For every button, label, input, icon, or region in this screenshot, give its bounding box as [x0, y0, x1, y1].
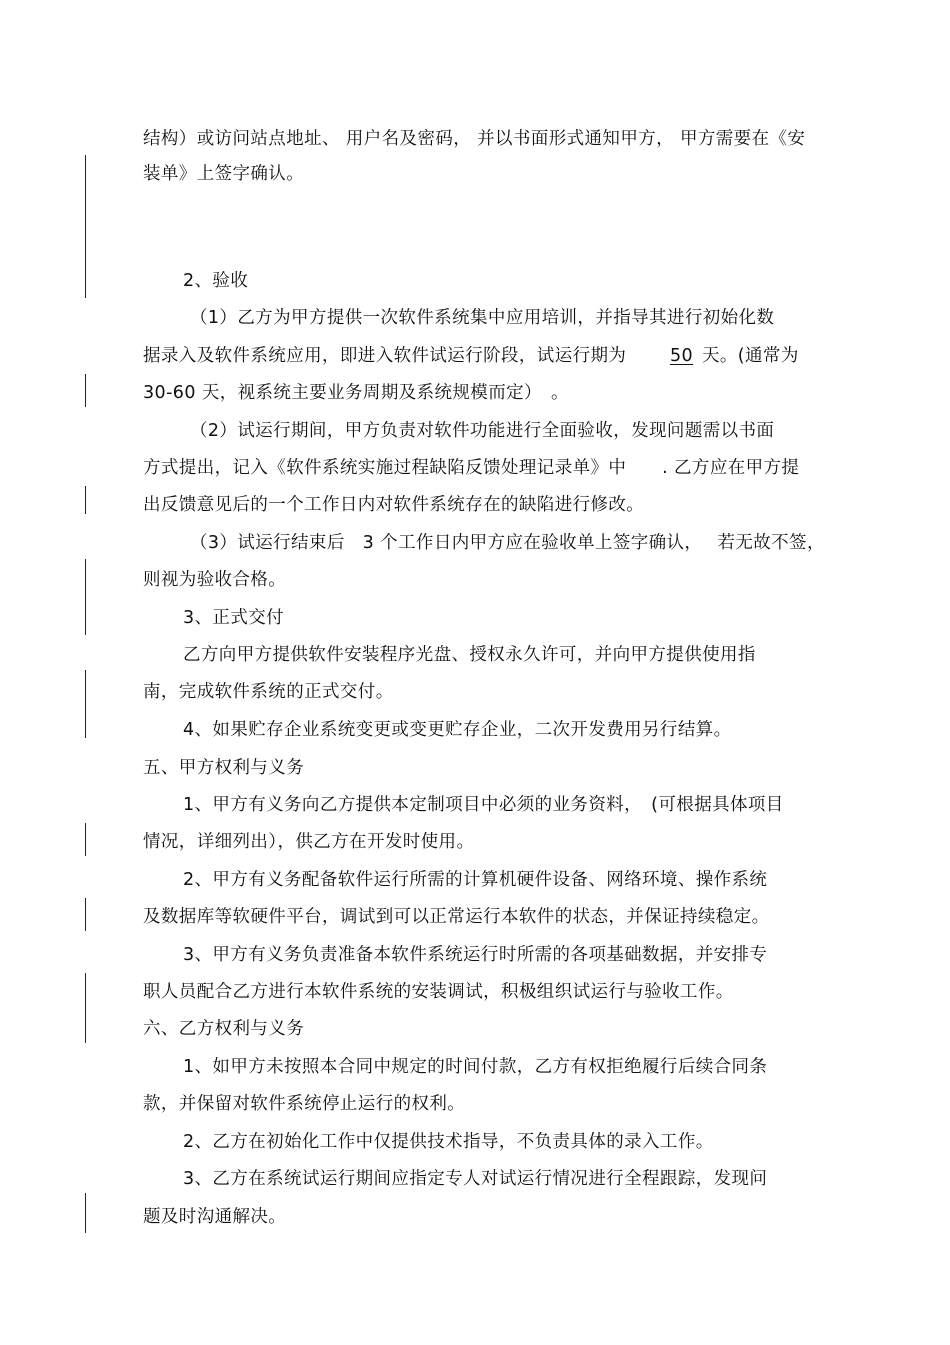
paragraph-line: 4、如果贮存企业系统变更或变更贮存企业，二次开发费用另行结算。 [183, 720, 732, 740]
paragraph-line: 天。(通常为 [702, 346, 799, 366]
revision-bar [85, 374, 86, 407]
paragraph-line: 30-60 天，视系统主要业务周期及系统规模而定） 。 [143, 383, 569, 403]
section-heading: 六、乙方权利与义务 [143, 1019, 305, 1039]
paragraph-line: 职人员配合乙方进行本软件系统的安装调试，积极组织试运行与验收工作。 [143, 982, 734, 1002]
revision-bar [85, 670, 86, 738]
section-heading: 五、甲方权利与义务 [143, 758, 305, 778]
paragraph-line: 方式提出，记入《软件系统实施过程缺陷反馈处理记录单》中 . 乙方应在甲方提 [143, 458, 800, 478]
paragraph-line: 3、甲方有义务负责准备本软件系统运行时所需的各项基础数据，并安排专 [183, 945, 768, 965]
paragraph-line: 3、乙方在系统试运行期间应指定专人对试运行情况进行全程跟踪，发现问 [183, 1169, 768, 1189]
revision-bar [85, 1193, 86, 1233]
paragraph-line: 情况，详细列出），供乙方在开发时使用。 [143, 832, 475, 852]
paragraph-line: 2、乙方在初始化工作中仅提供技术指导，不负责具体的录入工作。 [183, 1132, 714, 1152]
paragraph-line: 乙方向甲方提供软件安装程序光盘、授权永久许可，并向甲方提供使用指 [183, 645, 756, 665]
paragraph-line: 结构）或访问站点地址、 用户名及密码， 并以书面形式通知甲方， 甲方需要在《安 [143, 129, 806, 149]
paragraph-line: 装单》上签字确认。 [143, 164, 305, 184]
section-heading: 3、正式交付 [183, 608, 285, 628]
paragraph-line: （1）乙方为甲方提供一次软件系统集中应用培训，并指导其进行初始化数 [190, 308, 775, 328]
paragraph-line: 据录入及软件系统应用，即进入软件试运行阶段，试运行期为 [143, 346, 627, 366]
paragraph-line: 题及时沟通解决。 [143, 1207, 287, 1227]
paragraph-line: 及数据库等软硬件平台，调试到可以正常运行本软件的状态，并保证持续稳定。 [143, 907, 770, 927]
revision-bar [85, 559, 86, 635]
paragraph-line: 1、如甲方未按照本合同中规定的时间付款，乙方有权拒绝履行后续合同条 [183, 1057, 768, 1077]
revision-bar [85, 155, 86, 298]
paragraph-line: （2）试运行期间，甲方负责对软件功能进行全面验收，发现问题需以书面 [190, 421, 775, 441]
revision-bar [85, 486, 86, 514]
paragraph-line: 南，完成软件系统的正式交付。 [143, 682, 394, 702]
paragraph-line: 1、甲方有义务向乙方提供本定制项目中必须的业务资料， (可根据具体项目 [183, 795, 784, 815]
paragraph-line: 出反馈意见后的一个工作日内对软件系统存在的缺陷进行修改。 [143, 495, 645, 515]
revision-bar [85, 973, 86, 1043]
paragraph-line: （3）试运行结束后 3 个工作日内甲方应在验收单上签字确认， 若无故不签， [190, 533, 825, 553]
revision-bar [85, 823, 86, 856]
paragraph-line: 则视为验收合格。 [143, 570, 287, 590]
section-heading: 2、验收 [183, 271, 249, 291]
revision-bar [85, 898, 86, 931]
paragraph-line: 款，并保留对软件系统停止运行的权利。 [143, 1094, 466, 1114]
trial-period-days: 50 [670, 346, 694, 366]
paragraph-line: 2、甲方有义务配备软件运行所需的计算机硬件设备、网络环境、操作系统 [183, 870, 768, 890]
